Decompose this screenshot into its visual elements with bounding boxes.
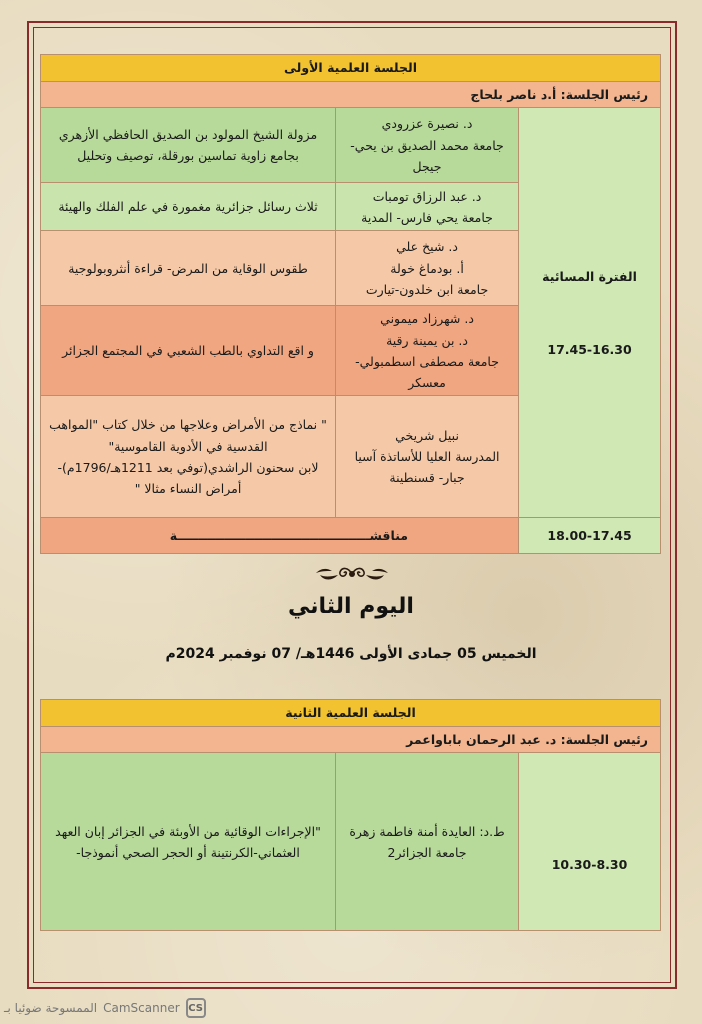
session2-table — [40, 699, 661, 931]
speaker-line: جامعة الجزائر2 — [387, 844, 467, 860]
speaker-line: أ. بودماغ خولة — [390, 260, 464, 276]
session1-chair: رئيس الجلسة: أ.د ناصر بلحاج — [41, 82, 661, 108]
speaker-line: جامعة محمد الصديق بن يحي- — [350, 137, 504, 153]
camscanner-label: الممسوحة ضوئيا بـ — [4, 1001, 98, 1015]
talk-2-speakers — [336, 183, 519, 231]
talk-4-title — [41, 306, 336, 396]
session2-talk-title — [41, 753, 336, 931]
talk-3-speakers — [336, 231, 519, 306]
speaker-line: جامعة ابن خلدون-تيارت — [365, 281, 489, 297]
speaker-line: جبار- قسنطينة — [389, 470, 465, 486]
speaker-line: جامعة يحي فارس- المدية — [361, 209, 493, 225]
discussion-time: 18.00-17.45 — [519, 518, 661, 554]
title-line: ثلاث رسائل جزائرية مغمورة في علم الفلك والهيئة — [58, 199, 318, 215]
talk-5-speakers — [336, 396, 519, 518]
session1-table — [40, 54, 661, 554]
session1-period-cell — [519, 108, 661, 518]
camscanner-text: CamScanner — [103, 1001, 180, 1015]
title-line: أمراض النساء مثالا " — [134, 481, 242, 496]
talk-1-speakers — [336, 108, 519, 183]
talk-3-title — [41, 231, 336, 306]
session1-title: الجلسة العلمية الأولى — [41, 55, 661, 82]
period-time: 17.45-16.30 — [547, 341, 632, 357]
title-line: لابن سحنون الراشدي(توفي بعد 1211هـ/1796م)- — [57, 459, 319, 475]
session2-speakers — [336, 753, 519, 931]
speaker-line: جيجل — [412, 158, 442, 174]
title-line: القدسية في الأدوية القاموسية" — [108, 438, 268, 454]
period-label: الفترة المسائية — [542, 268, 637, 284]
speaker-line: د. نصيرة عزرودي — [381, 116, 473, 132]
talk-1-title — [41, 108, 336, 183]
talk-5-title — [41, 396, 336, 518]
camscanner-logo-icon: CS — [186, 998, 206, 1018]
speaker-line: د. شيخ علي — [396, 239, 458, 255]
title-line: و اقع التداوي بالطب الشعبي في المجتمع الجزائر — [62, 343, 314, 359]
session2-title: الجلسة العلمية الثانية — [41, 700, 661, 727]
title-line: مزولة الشيخ المولود بن الصديق الحافظي الأزهري — [58, 127, 318, 142]
speaker-line: د. عبد الرزاق تومبات — [372, 188, 482, 204]
camscanner-watermark — [4, 996, 206, 1020]
speaker-line: المدرسة العليا للأساتذة آسيا — [354, 449, 500, 465]
title-line: بجامع زاوية تماسين بورقلة، توصيف وتحليل — [77, 148, 299, 164]
speaker-line: د. بن يمينة رقية — [386, 332, 468, 348]
talk-2-title — [41, 183, 336, 231]
day2-title: اليوم الثاني — [288, 594, 414, 619]
title-line: طقوس الوقاية من المرض- قراءة أنثروبولوجية — [68, 260, 308, 276]
speaker-line: جامعة مصطفى اسطمبولي- معسكر — [355, 353, 499, 390]
day2-date: الخميس 05 جمادى الأولى 1446هـ/ 07 نوفمبر 2024م — [165, 646, 537, 662]
speaker-line: نبيل شريخي — [395, 427, 459, 443]
time-value: 10.30-8.30 — [551, 857, 628, 873]
session2-time — [519, 753, 661, 931]
talk-4-speakers — [336, 306, 519, 396]
title-line: "الإجراءات الوقائية من الأوبئة في الجزائر إبان العهد — [55, 823, 321, 839]
title-line: " نماذج من الأمراض وعلاجها من خلال كتاب "المواهب — [49, 417, 327, 433]
flourish-ornament-icon — [312, 563, 392, 585]
speaker-line: د. شهرزاد ميموني — [380, 311, 474, 327]
discussion-label: مناقشـــــــــــــــــــــــــــــــــــــــــــــة — [41, 518, 519, 554]
title-line: العثماني-الكرنتينة أو الحجر الصحي أنموذجا- — [76, 844, 300, 860]
session2-chair: رئيس الجلسة: د. عبد الرحمان باباواعمر — [41, 727, 661, 753]
speaker-line: ط.د: العايدة أمنة فاطمة زهرة — [349, 823, 505, 839]
